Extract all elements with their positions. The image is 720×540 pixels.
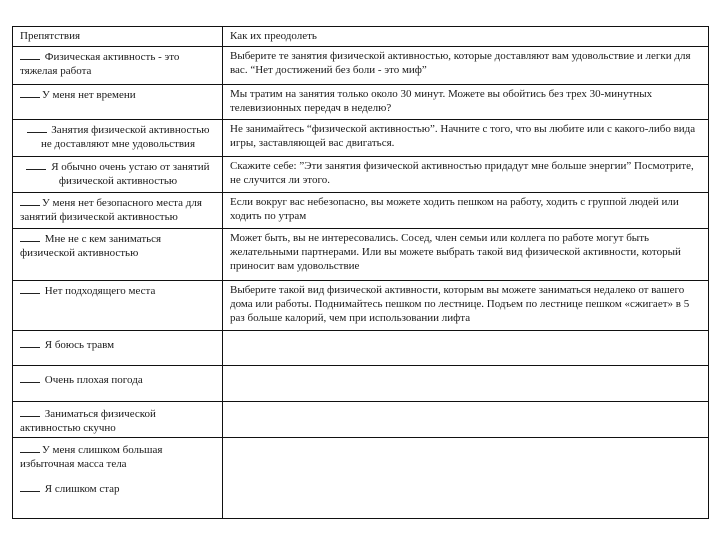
- solution-cell: [223, 366, 709, 402]
- barrier-text: Мне не с кем заниматься физической активностью: [20, 233, 162, 259]
- barrier-text: Очень плохая погода: [44, 374, 143, 386]
- barrier-text: Я обычно очень устаю от занятий физической активностью: [51, 161, 210, 187]
- table-row: [13, 47, 709, 85]
- solution-cell: Может быть, вы не интересовались. Сосед, член семьи или коллега по работе могут быть желательными партнерами. Или вы можете выбрать такой вид физической активности, который приносит вам удовольствие: [223, 229, 709, 281]
- table-row: [13, 438, 709, 519]
- barrier-text: Нет подходящего места: [44, 285, 156, 297]
- table-row: [13, 281, 709, 331]
- barrier-cell: [13, 366, 223, 402]
- barrier-cell: [13, 47, 223, 85]
- barrier-cell: [13, 281, 223, 331]
- table-row: [13, 366, 709, 402]
- solution-cell: Мы тратим на занятия только около 30 минут. Можете вы обойтись без трех 30-минутных телевизионных передач в неделю?: [223, 85, 709, 120]
- table-header-row: [13, 27, 709, 47]
- table-row: [13, 402, 709, 438]
- solution-cell: Не занимайтесь “физической активностью”. Начните с того, что вы любите или с какого-либо вида игры, заставляющей вас двигаться.: [223, 120, 709, 157]
- table-row: [13, 229, 709, 281]
- solution-cell: Если вокруг вас небезопасно, вы можете ходить пешком на работу, ходить с группой людей или ходить по утрам: [223, 193, 709, 229]
- barrier-text: У меня нет времени: [42, 89, 136, 101]
- solution-cell: [223, 331, 709, 366]
- header-barriers: Препятствия: [13, 27, 223, 47]
- checkbox-blank[interactable]: [20, 442, 40, 453]
- barrier-cell: [13, 229, 223, 281]
- barrier-cell: [13, 85, 223, 120]
- checkbox-blank[interactable]: [20, 481, 40, 492]
- barrier-cell: [13, 120, 223, 157]
- table-row: [13, 331, 709, 366]
- solution-cell: [223, 402, 709, 438]
- checkbox-blank[interactable]: [20, 231, 40, 242]
- barrier-cell: [13, 157, 223, 193]
- barrier-cell: [13, 402, 223, 438]
- barrier-cell: [13, 438, 223, 519]
- table-row: [13, 120, 709, 157]
- checkbox-blank[interactable]: [20, 406, 40, 417]
- table-row: [13, 85, 709, 120]
- solution-cell: [223, 438, 709, 519]
- checkbox-blank[interactable]: [20, 372, 40, 383]
- checkbox-blank[interactable]: [26, 159, 46, 170]
- barrier-text: Я боюсь травм: [44, 339, 115, 351]
- checkbox-blank[interactable]: [20, 195, 40, 206]
- barrier-text-extra: Я слишком стар: [44, 483, 120, 495]
- checkbox-blank[interactable]: [20, 49, 40, 60]
- barrier-text: Физическая активность - это тяжелая работа: [20, 51, 180, 77]
- checkbox-blank[interactable]: [20, 337, 40, 348]
- table-row: [13, 193, 709, 229]
- barrier-text: Занятия физической активностью не доставляют мне удовольствия: [40, 124, 210, 150]
- solution-cell: Выберите те занятия физической активностью, которые доставляют вам удовольствие и легки для вас. “Нет достижений без боли - это миф”: [223, 47, 709, 85]
- checkbox-blank[interactable]: [27, 122, 47, 133]
- checkbox-blank[interactable]: [20, 87, 40, 98]
- barriers-table: [12, 26, 709, 519]
- table-row: [13, 157, 709, 193]
- solution-cell: Скажите себе: ”Эти занятия физической активностью придадут мне больше энергии” Посмотрите, не случится ли этого.: [223, 157, 709, 193]
- barrier-cell: [13, 331, 223, 366]
- checkbox-blank[interactable]: [20, 283, 40, 294]
- barrier-text: У меня слишком большая избыточная масса тела: [20, 444, 163, 470]
- solution-cell: Выберите такой вид физической активности, которым вы можете заниматься недалеко от вашего дома или работы. Поднимайтесь пешком по лестнице. Подъем по лестнице пешком «сжигает» в 5 раз больше калорий, чем при использовании лифта: [223, 281, 709, 331]
- header-solutions: Как их преодолеть: [223, 27, 709, 47]
- barrier-text: У меня нет безопасного места для занятий физической активностью: [20, 197, 202, 223]
- barrier-text: Заниматься физической активностью скучно: [20, 408, 156, 434]
- barrier-cell: [13, 193, 223, 229]
